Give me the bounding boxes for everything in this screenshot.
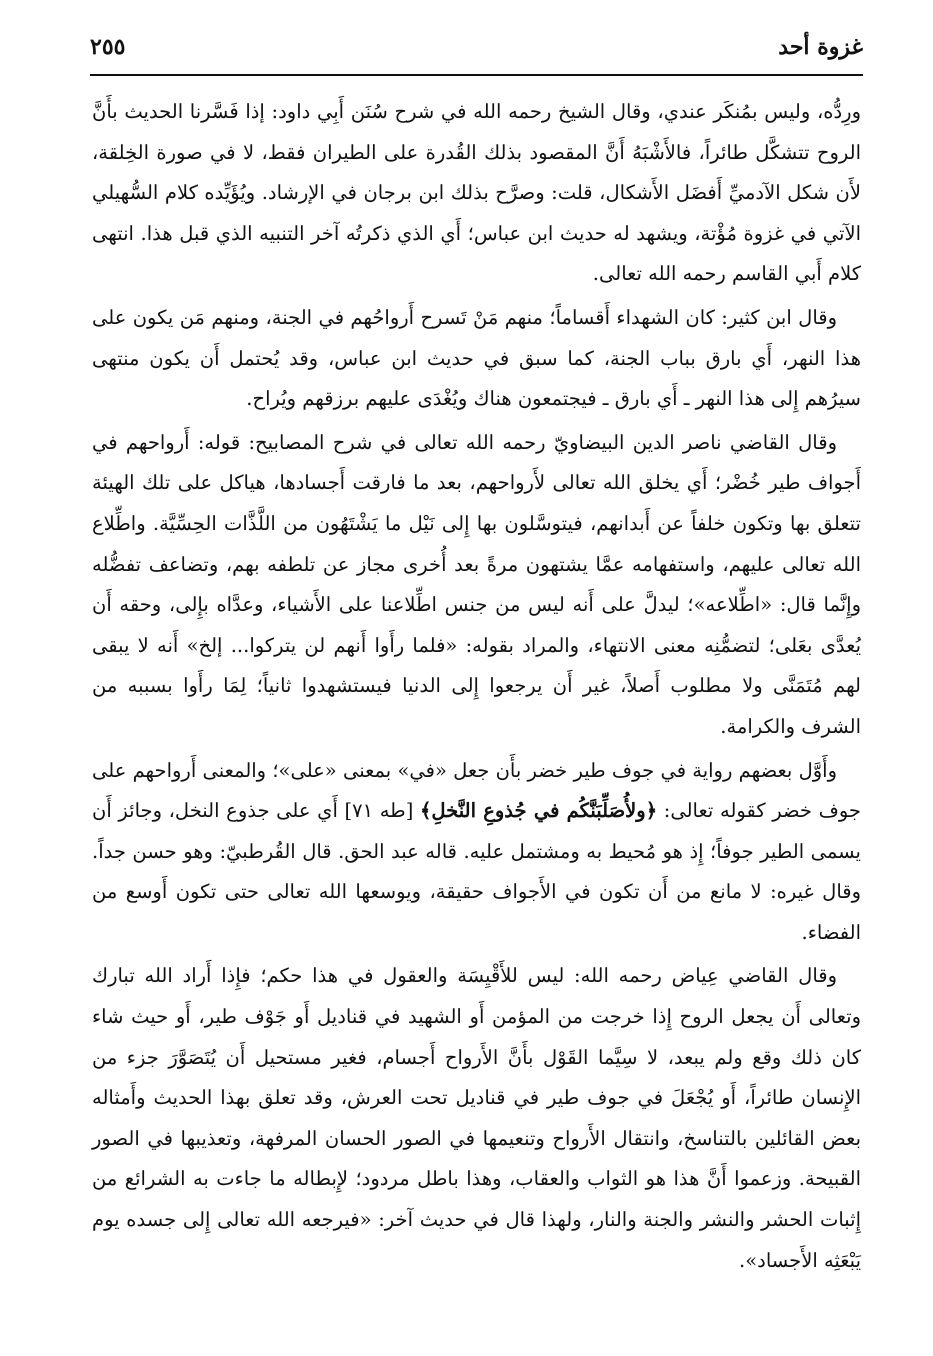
page-header	[90, 26, 863, 76]
paragraph-5: وقال القاضي عِياض رحمه الله: ليس للأَقْيِسَة والعقول في هذا حكم؛ فإِذا أَراد الله تبارك وتعالى أَن يجعل الروح إِذا خرجت من المؤمن أَو الشهيد في قناديل أَو جَوْف طير، أَو حيث شاء كان ذلك وقع ولم يبعد، لا سِيَّما القَوْل بأَنَّ الأَرواح أَجسام، فغير مستحيل أَن يُتَصَوَّرَ جزء من الإِنسان طائراً، أَو يُجْعَلَ في جوف طير في قناديل تحت العرش، وقد تعلق بهذا الحديث وأَمثاله بعض القائلين بالتناسخ، وانتقال الأَرواح وتنعيمها في الصور الحسان المرفهة، وتعذيبها في الصور القبيحة. وزعموا أَنَّ هذا هو الثواب والعقاب، وهذا باطل مردود؛ لإِبطاله ما جاءت به الشرائع من إِثبات الحشر والنشر والجنة والنار، ولهذا قال في حديث آخر: «فيرجعه الله تعالى إِلى جسده يوم يَبْعَثِه الأَجساد».	[92, 964, 861, 1272]
paragraph-1: ورِدُّه، وليس بمُنكَر عندي، وقال الشيخ رحمه الله في شرح سُنَن أَبِي داود: إذا فَسَّرنا الحديث بأَنَّ الروح تتشكَّل طائراً، فالأَشْبَهُ أَنَّ المقصود بذلك القُدرة على الطيران فقط، لا في صورة الخِلقة، لأَن شكل الآدميِّ أَفضَل الأَشكال، قلت: وصرَّح بذلك ابن برجان في الإرشاد. ويُؤَيِّده كلام السُّهيلي الآتي في غزوة مُؤْتة، ويشهد له حديث ابن عباس؛ أَي الذي ذكرتُه آخر التنبيه الذي قبل هذا. انتهى كلام أَبي القاسم رحمه الله تعالى.	[92, 100, 861, 286]
paragraph-4-before: وأَوَّل بعضهم رواية في جوف طير خضر بأَن جعل «في» بمعنى «على»؛ والمعنى أَرواحهم على جوف خضر كقوله تعالى:	[92, 758, 861, 823]
quran-verse: ﴿ولأُصَلِّبَنَّكُم في جُذوعِ النَّخلِ﴾	[419, 799, 658, 823]
running-title: غزوة أحد	[778, 34, 863, 60]
paragraph-4-after: [طه ٧١] أَي على جذوع النخل، وجائز أَن يسمى الطير جوفاً؛ إِذ هو مُحيط به ومشتمل عليه. قاله عبد الحق. قال القُرطبيّ: وهو حسن جداً. وقال غيره: لا مانع من أَن تكون في الأَجواف حقيقة، ويوسعها الله تعالى حتى تكون أَوسع من الفضاء.	[92, 799, 861, 944]
paragraph-2: وقال ابن كثير: كان الشهداء أَقساماً؛ منهم مَنْ تَسرح أَرواحُهم في الجنة، ومنهم مَن يكون على هذا النهر، أَي بارق بباب الجنة، كما سبق في حديث ابن عباس، وقد يُحتمل أَن يكون منتهى سيرُهم إِلى هذا النهر ـ أَي بارق ـ فيجتمعون هناك ويُغْدَى عليهم برزقهم ويُراح.	[92, 305, 861, 411]
page-body	[92, 92, 861, 1284]
paragraph-4	[92, 751, 861, 954]
page-number: ٢٥٥	[90, 34, 126, 60]
paragraph-3: وقال القاضي ناصر الدين البيضاويّ رحمه الله تعالى في شرح المصابيح: قوله: أَرواحهم في أَجواف طير خُضْر؛ أَي يخلق الله تعالى لأَرواحهم، بعد ما فارقت أَجسادها، هياكل على تلك الهيئة تتعلق بها وتكون خلفاً عن أَبدانهم، فيتوسَّلون بها إِلى نَيْل ما يَشْتَهُون من اللَّذَّات الحِسِّيَّة. واطِّلاع الله تعالى عليهم، واستفهامه عمَّا يشتهون مرةً بعد أُخرى مجاز عن تلطفه بهم، وتضاعف تفضُّله وإِنَّما قال: «اطِّلاعه»؛ ليدلَّ على أَنه ليس من جنس اطِّلاعنا على الأَشياء، وعدَّاه بإِلى، وحقه أَن يُعدَّى بعَلى؛ لتضمُّنِه معنى الانتهاء، والمراد بقوله: «فلما رأَوا أَنهم لن يتركوا... إلخ» أَنه لا يبقى لهم مُتَمَنَّى ولا مطلوب أَصلاً، غير أَن يرجعوا إِلى الدنيا فيستشهدوا ثانياً؛ لِمَا رأَوا بسببه من الشرف والكرامة.	[92, 430, 861, 738]
